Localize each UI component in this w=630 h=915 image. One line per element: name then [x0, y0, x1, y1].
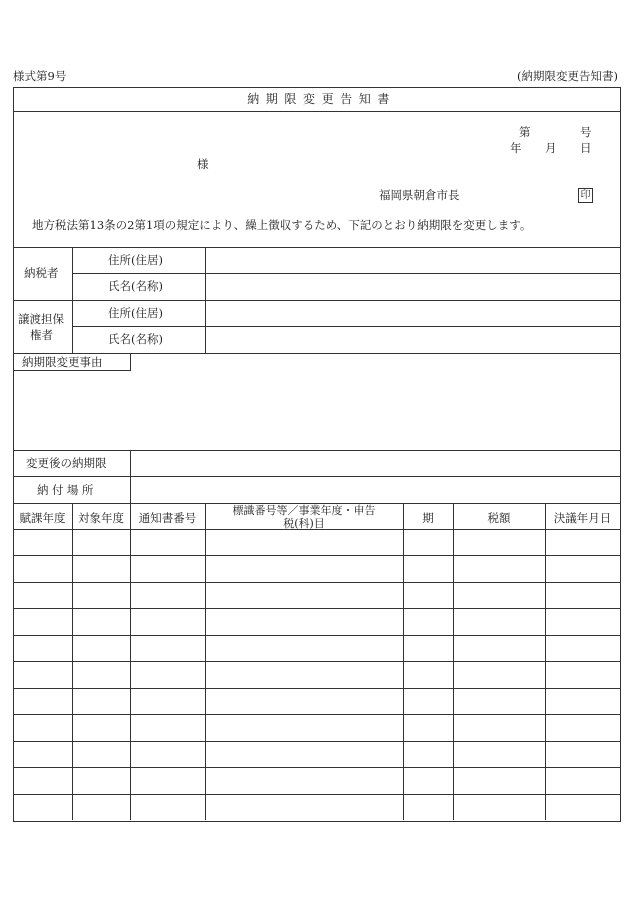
- table-cell-tax-item[interactable]: [208, 611, 400, 631]
- table-cell-assessment-year[interactable]: [16, 717, 69, 737]
- table-cell-resolution-date[interactable]: [548, 691, 617, 711]
- table-cell-assessment-year[interactable]: [16, 691, 69, 711]
- table-cell-assessment-year[interactable]: [16, 611, 69, 631]
- table-cell-notice-number[interactable]: [133, 664, 202, 684]
- table-cell-tax-item[interactable]: [208, 770, 400, 790]
- table-cell-assessment-year[interactable]: [16, 797, 69, 817]
- column-header-notice-number: 通知書番号: [138, 511, 197, 525]
- table-cell-period[interactable]: [406, 770, 450, 790]
- table-cell-assessment-year[interactable]: [16, 585, 69, 605]
- table-cell-tax-item[interactable]: [208, 532, 400, 552]
- table-cell-tax-item[interactable]: [208, 558, 400, 578]
- table-cell-tax-amount[interactable]: [456, 611, 542, 631]
- table-cell-resolution-date[interactable]: [548, 532, 617, 552]
- table-cell-tax-amount[interactable]: [456, 744, 542, 764]
- table-cell-target-year[interactable]: [75, 691, 127, 711]
- table-cell-notice-number[interactable]: [133, 744, 202, 764]
- table-cell-notice-number[interactable]: [133, 770, 202, 790]
- date-year-label: 年: [510, 141, 522, 155]
- table-cell-resolution-date[interactable]: [548, 664, 617, 684]
- row-divider: [13, 794, 620, 795]
- notice-body-text: 地方税法第13条の2第1項の規定により、繰上徴収するため、下記のとおり納期限を変更します。: [32, 218, 532, 232]
- issuer-name: 福岡県朝倉市長: [379, 188, 460, 202]
- table-cell-assessment-year[interactable]: [16, 744, 69, 764]
- taxpayer-address-field[interactable]: [212, 255, 612, 269]
- date-day-label: 日: [580, 141, 592, 155]
- row-divider: [13, 582, 620, 583]
- payment-place-field[interactable]: [138, 485, 608, 499]
- row-divider: [13, 450, 620, 451]
- table-cell-tax-amount[interactable]: [456, 585, 542, 605]
- table-cell-notice-number[interactable]: [133, 585, 202, 605]
- column-header-tax-item-line1: 標識番号等／事業年度・申告: [232, 504, 376, 517]
- taxpayer-name-label: 氏名(名称): [108, 279, 163, 293]
- transferee-name-label: 氏名(名称): [108, 332, 163, 346]
- transferee-label-line2: 権者: [30, 328, 53, 342]
- table-cell-tax-amount[interactable]: [456, 770, 542, 790]
- table-cell-assessment-year[interactable]: [16, 770, 69, 790]
- table-cell-assessment-year[interactable]: [16, 558, 69, 578]
- taxpayer-name-field[interactable]: [212, 281, 612, 295]
- table-cell-period[interactable]: [406, 532, 450, 552]
- table-cell-resolution-date[interactable]: [548, 611, 617, 631]
- transferee-label-line1: 譲渡担保: [18, 312, 64, 326]
- table-cell-target-year[interactable]: [75, 638, 127, 658]
- table-cell-tax-amount[interactable]: [456, 691, 542, 711]
- table-cell-period[interactable]: [406, 638, 450, 658]
- notice-number-prefix: 第: [519, 125, 531, 139]
- table-cell-target-year[interactable]: [75, 611, 127, 631]
- table-cell-tax-item[interactable]: [208, 638, 400, 658]
- seal-mark: 印: [578, 188, 593, 203]
- table-cell-notice-number[interactable]: [133, 532, 202, 552]
- table-cell-notice-number[interactable]: [133, 558, 202, 578]
- table-cell-tax-amount[interactable]: [456, 558, 542, 578]
- table-cell-tax-amount[interactable]: [456, 532, 542, 552]
- column-header-target-year: 対象年度: [78, 511, 124, 525]
- column-divider: [130, 450, 131, 503]
- row-divider: [13, 714, 620, 715]
- transferee-address-field[interactable]: [212, 308, 612, 322]
- date-month-label: 月: [545, 141, 557, 155]
- table-cell-assessment-year[interactable]: [16, 664, 69, 684]
- table-cell-target-year[interactable]: [75, 664, 127, 684]
- table-cell-period[interactable]: [406, 691, 450, 711]
- row-divider: [13, 555, 620, 556]
- table-cell-period[interactable]: [406, 744, 450, 764]
- table-cell-tax-item[interactable]: [208, 797, 400, 817]
- column-header-tax-item-line2: 税(科)目: [283, 516, 325, 530]
- table-cell-tax-amount[interactable]: [456, 717, 542, 737]
- table-cell-notice-number[interactable]: [133, 638, 202, 658]
- table-cell-resolution-date[interactable]: [548, 770, 617, 790]
- table-cell-tax-amount[interactable]: [456, 797, 542, 817]
- row-divider: [13, 300, 620, 301]
- table-cell-tax-item[interactable]: [208, 717, 400, 737]
- table-cell-target-year[interactable]: [75, 717, 127, 737]
- table-cell-notice-number[interactable]: [133, 797, 202, 817]
- transferee-address-label: 住所(住居): [108, 306, 163, 320]
- table-cell-target-year[interactable]: [75, 770, 127, 790]
- table-cell-period[interactable]: [406, 797, 450, 817]
- notice-number-suffix: 号: [580, 125, 592, 139]
- row-divider: [72, 273, 620, 274]
- table-cell-resolution-date[interactable]: [548, 797, 617, 817]
- form-frame: [13, 87, 621, 822]
- row-divider: [13, 529, 620, 530]
- row-divider: [13, 476, 620, 477]
- column-header-assessment-year: 賦課年度: [19, 511, 66, 525]
- row-divider: [13, 661, 620, 662]
- table-cell-period[interactable]: [406, 558, 450, 578]
- form-number: 様式第9号: [13, 69, 67, 83]
- table-cell-tax-item[interactable]: [208, 691, 400, 711]
- row-divider: [13, 741, 620, 742]
- table-cell-notice-number[interactable]: [133, 611, 202, 631]
- column-header-resolution-date: 決議年月日: [553, 511, 612, 525]
- form-type: (納期限変更告知書): [517, 69, 618, 83]
- row-divider: [13, 608, 620, 609]
- table-cell-period[interactable]: [406, 664, 450, 684]
- column-divider: [205, 247, 206, 353]
- table-cell-period[interactable]: [406, 585, 450, 605]
- reason-label-text: 納期限変更事由: [22, 355, 103, 369]
- table-cell-tax-amount[interactable]: [456, 638, 542, 658]
- addressee-honorific: 様: [197, 157, 209, 171]
- row-divider: [13, 688, 620, 689]
- table-cell-resolution-date[interactable]: [548, 558, 617, 578]
- table-cell-tax-amount[interactable]: [456, 664, 542, 684]
- table-cell-assessment-year[interactable]: [16, 638, 69, 658]
- table-cell-target-year[interactable]: [75, 558, 127, 578]
- column-header-tax-item: [205, 505, 403, 530]
- column-divider: [72, 247, 73, 353]
- table-cell-resolution-date[interactable]: [548, 638, 617, 658]
- table-cell-assessment-year[interactable]: [16, 532, 69, 552]
- table-cell-target-year[interactable]: [75, 585, 127, 605]
- page-title: 納期限変更告知書: [247, 92, 396, 106]
- table-cell-period[interactable]: [406, 717, 450, 737]
- table-cell-resolution-date[interactable]: [548, 717, 617, 737]
- reason-field[interactable]: [22, 378, 612, 444]
- table-cell-target-year[interactable]: [75, 797, 127, 817]
- row-divider: [72, 326, 620, 327]
- column-header-tax-amount: 税額: [487, 511, 511, 525]
- table-cell-notice-number[interactable]: [133, 691, 202, 711]
- table-cell-tax-item[interactable]: [208, 585, 400, 605]
- table-cell-period[interactable]: [406, 611, 450, 631]
- row-divider: [13, 767, 620, 768]
- table-cell-target-year[interactable]: [75, 744, 127, 764]
- table-cell-notice-number[interactable]: [133, 717, 202, 737]
- table-cell-target-year[interactable]: [75, 532, 127, 552]
- taxpayer-address-label: 住所(住居): [108, 253, 163, 267]
- payment-place-label: 納付場所: [37, 483, 97, 497]
- transferee-name-field[interactable]: [212, 334, 612, 348]
- table-cell-resolution-date[interactable]: [548, 744, 617, 764]
- table-cell-resolution-date[interactable]: [548, 585, 617, 605]
- title-divider: [13, 111, 620, 112]
- new-deadline-field[interactable]: [138, 458, 608, 472]
- row-divider: [13, 635, 620, 636]
- table-cell-tax-item[interactable]: [208, 664, 400, 684]
- taxpayer-label: 納税者: [24, 266, 59, 280]
- section-divider: [13, 247, 620, 248]
- column-header-period: 期: [422, 511, 434, 525]
- new-deadline-label: 変更後の納期限: [26, 456, 107, 470]
- table-cell-tax-item[interactable]: [208, 744, 400, 764]
